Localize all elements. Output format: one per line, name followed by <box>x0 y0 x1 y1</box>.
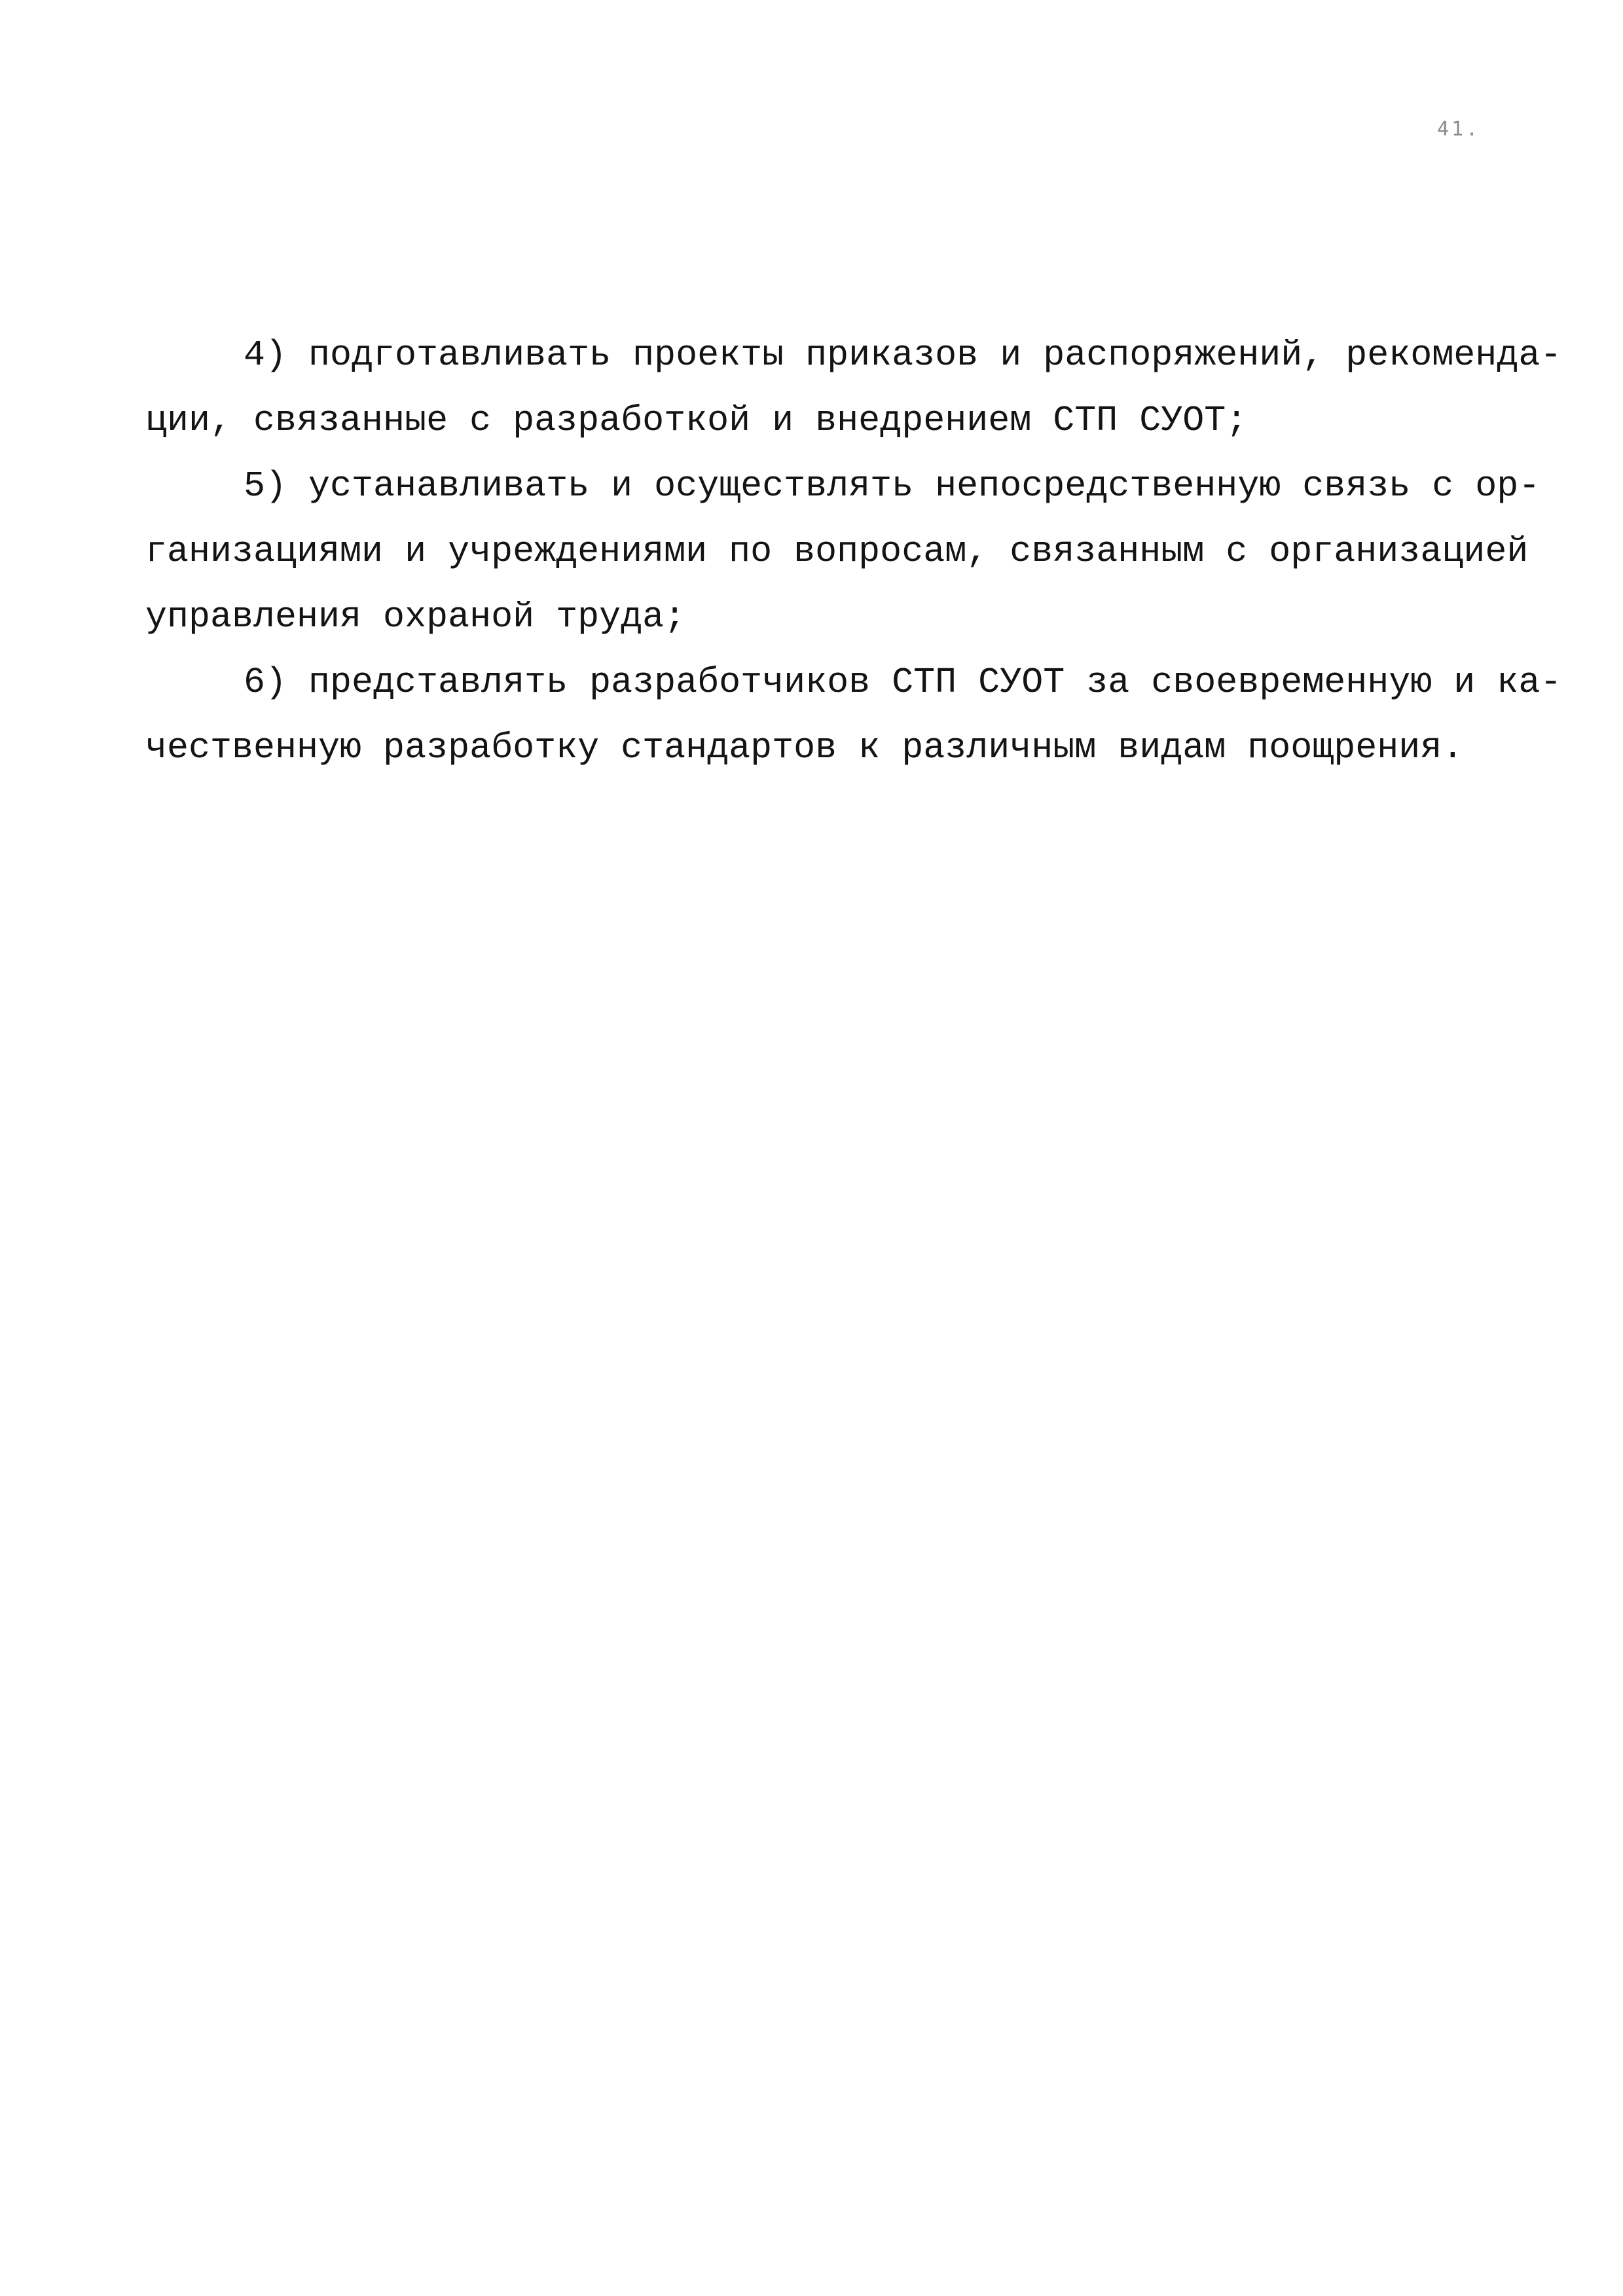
item-4-line-1: 4) подготавливать проекты приказов и распоряжений, рекоменда- <box>244 334 1562 376</box>
item-4-line-2: ции, связанные с разработкой и внедрением СТП СУОТ; <box>145 400 1248 441</box>
item-6-line-1: 6) представлять разработчиков СТП СУОТ за своевременную и ка- <box>244 662 1562 703</box>
item-5-line-2: ганизациями и учреждениями по вопросам, связанным с организацией <box>145 531 1529 572</box>
item-6-line-2: чественную разработку стандартов к различным видам поощрения. <box>145 727 1464 768</box>
item-5-line-3: управления охраной труда; <box>145 596 686 637</box>
item-5-line-1: 5) устанавливать и осуществлять непосредственную связь с ор- <box>244 465 1541 507</box>
page-number: 41. <box>1437 118 1481 141</box>
